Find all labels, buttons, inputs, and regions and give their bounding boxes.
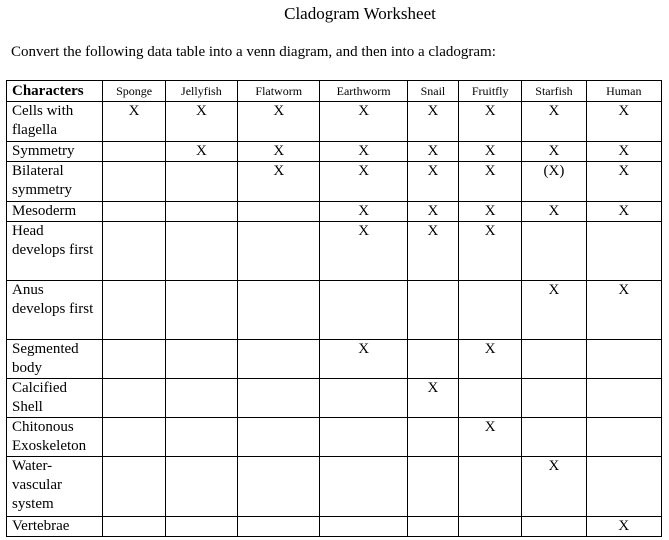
trait-mark: X [238,162,320,202]
trait-mark [165,202,237,222]
trait-mark [165,340,237,379]
characters-header: Characters [7,81,103,102]
trait-mark [103,457,165,517]
trait-mark [238,418,320,457]
table-row [7,379,662,418]
trait-mark: X [320,222,407,281]
table-row [7,281,662,340]
trait-mark [459,379,522,418]
trait-mark [165,281,237,340]
trait-mark [459,457,522,517]
table-row [7,102,662,142]
trait-mark [407,281,458,340]
organism-header: Human [586,81,661,102]
trait-mark [320,457,407,517]
table-row [7,202,662,222]
trait-mark [320,281,407,340]
trait-mark: X [407,162,458,202]
character-label: Calcified Shell [7,379,103,418]
trait-mark [586,418,661,457]
trait-mark [522,418,586,457]
organism-header: Sponge [103,81,165,102]
trait-mark [586,379,661,418]
trait-mark [320,379,407,418]
trait-mark: X [407,379,458,418]
character-label: Chitonous Exoskeleton [7,418,103,457]
trait-mark: X [522,142,586,162]
trait-mark: X [522,202,586,222]
table-row [7,222,662,281]
trait-mark [407,517,458,537]
trait-mark [522,340,586,379]
trait-mark: X [586,517,661,537]
trait-mark [238,457,320,517]
trait-mark [103,418,165,457]
character-label: Bilateral symmetry [7,162,103,202]
character-label: Head develops first [7,222,103,281]
trait-mark: X [586,202,661,222]
trait-mark: X [459,202,522,222]
trait-mark: X [522,281,586,340]
table-row [7,142,662,162]
character-label: Anus develops first [7,281,103,340]
trait-mark: (X) [522,162,586,202]
trait-mark: X [407,102,458,142]
trait-mark [238,202,320,222]
organism-header: Jellyfish [165,81,237,102]
trait-mark [522,517,586,537]
table-row [7,517,662,537]
trait-mark: X [522,102,586,142]
character-table [6,80,662,537]
table-header-row [7,81,662,102]
trait-mark: X [320,142,407,162]
trait-mark [165,418,237,457]
worksheet-title: Cladogram Worksheet [284,4,436,23]
trait-mark: X [459,340,522,379]
character-label: Mesoderm [7,202,103,222]
trait-mark: X [320,340,407,379]
trait-mark [103,162,165,202]
trait-mark [586,222,661,281]
trait-mark: X [238,142,320,162]
trait-mark: X [522,457,586,517]
table-row [7,162,662,202]
table-row [7,340,662,379]
trait-mark [459,281,522,340]
trait-mark: X [586,142,661,162]
trait-mark: X [407,202,458,222]
trait-mark [238,281,320,340]
trait-mark [165,162,237,202]
trait-mark [165,457,237,517]
trait-mark [103,202,165,222]
trait-mark: X [103,102,165,142]
trait-mark [238,222,320,281]
trait-mark [238,379,320,418]
trait-mark: X [320,162,407,202]
trait-mark: X [586,162,661,202]
trait-mark [165,222,237,281]
trait-mark: X [459,418,522,457]
character-label: Symmetry [7,142,103,162]
trait-mark: X [459,162,522,202]
trait-mark [522,222,586,281]
trait-mark [238,517,320,537]
table-row [7,457,662,517]
trait-mark: X [407,142,458,162]
instruction-text: Convert the following data table into a venn diagram, and then into a cladogram: [11,44,496,60]
trait-mark: X [407,222,458,281]
trait-mark [407,457,458,517]
trait-mark [165,379,237,418]
trait-mark: X [165,102,237,142]
trait-mark: X [165,142,237,162]
trait-mark: X [586,281,661,340]
trait-mark [459,517,522,537]
trait-mark: X [238,102,320,142]
character-label: Cells with flagella [7,102,103,142]
trait-mark [103,379,165,418]
trait-mark [103,222,165,281]
table-row [7,418,662,457]
character-label: Vertebrae [7,517,103,537]
trait-mark [320,418,407,457]
trait-mark [586,340,661,379]
trait-mark [407,340,458,379]
trait-mark [103,517,165,537]
trait-mark [407,418,458,457]
organism-header: Starfish [522,81,586,102]
organism-header: Fruitfly [459,81,522,102]
character-label: Segmented body [7,340,103,379]
trait-mark: X [459,142,522,162]
trait-mark [103,142,165,162]
trait-mark: X [320,102,407,142]
trait-mark [165,517,237,537]
organism-header: Earthworm [320,81,407,102]
trait-mark [522,379,586,418]
trait-mark [320,517,407,537]
trait-mark [238,340,320,379]
trait-mark: X [586,102,661,142]
trait-mark [103,340,165,379]
trait-mark: X [459,102,522,142]
trait-mark [586,457,661,517]
trait-mark: X [320,202,407,222]
character-label: Water-vascular system [7,457,103,517]
organism-header: Flatworm [238,81,320,102]
trait-mark: X [459,222,522,281]
trait-mark [103,281,165,340]
organism-header: Snail [407,81,458,102]
